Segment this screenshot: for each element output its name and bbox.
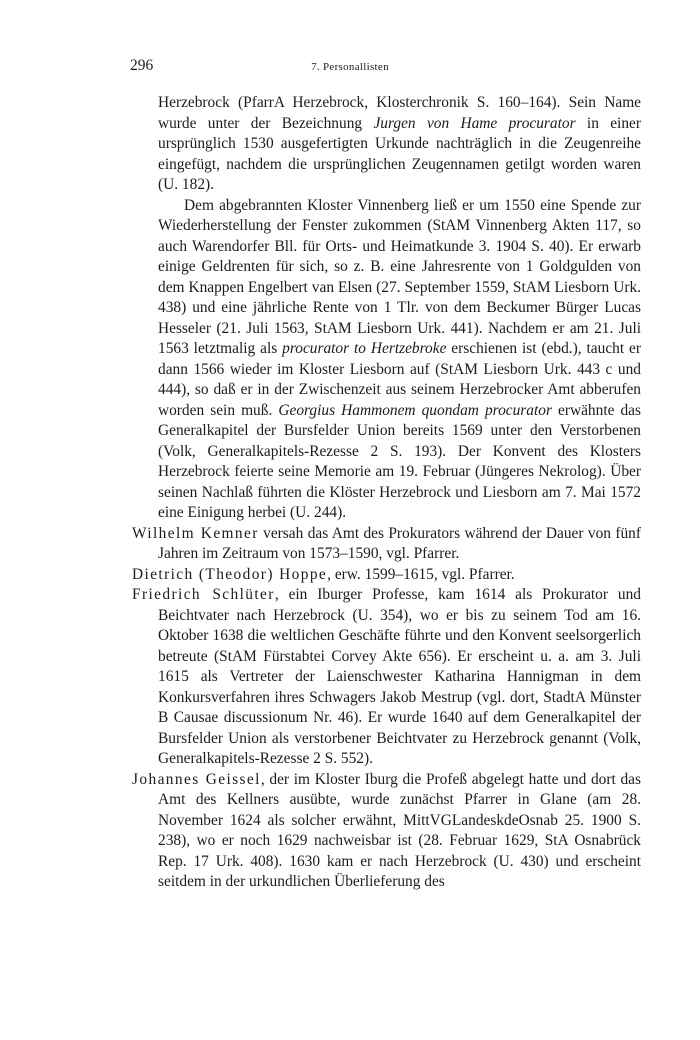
running-head: 7. Personallisten <box>311 61 389 73</box>
entry-text: , ein Iburger Professe, kam 1614 als Prokurator und Beichtvater nach Herzebrock (U. 354), wo er bis zu seinem Tod am 16. Oktober 1638 die weltlichen Geschäfte führte und den Konvent seelsorgerlich betreute (StAM Fürstabtei Corvey Akte 656). Er erscheint u. a. am 3. Juli 1615 als Vertreter der Laienschwester Katharina Hannigman in dem Konkursverfahren ihres Schwagers Jakob Mestrup (vgl. dort, StadtA Münster B Causae discussionum Nr. 46). Er wurde 1640 auf dem Generalkapitel der Bursfelder Union als verstorbener Beichtvater zu Herzebrock genannt (Volk, Generalkapitels-Rezesse 2 S. 552). <box>158 586 641 767</box>
paragraph-text: erschienen ist (ebd.), taucht er dann 1566 wieder im Kloster Liesborn auf (StAM Liesborn Urk. 443 c und 444), so daß er in der Zwischenzeit aus seinem Herzebrocker Amt abberufen worden sein muß. <box>158 340 641 419</box>
person-entry <box>132 524 641 565</box>
paragraph-text: Dem abgebrannten Kloster Vinnenberg ließ er um 1550 eine Spende zur Wiederherstellung der Fenster zukommen (StAM Vinnenberg Akten 117, so auch Warendorfer Bll. für Orts- und Heimatkunde 3. 1904 S. 40). Er erwarb einige Geldrenten für sich, so z. B. eine Jahresrente von 1 Goldgulden von dem Knappen Engelbert van Elsen (27. September 1559, StAM Liesborn Urk. 438) und eine jährliche Rente von 1 Tlr. von dem Beckumer Bürger Lucas Hesseler (21. Juli 1563, StAM Liesborn Urk. 441). Nachdem er am 21. Juli 1563 letztmalig als <box>158 196 641 357</box>
entry-text: versah das Amt des Prokurators während der Dauer von fünf Jahren im Zeitraum von 1573–1590, vgl. Pfarrer. <box>158 524 641 562</box>
entry-text: , erw. 1599–1615, vgl. Pfarrer. <box>327 565 515 583</box>
paragraph-text: erwähnte das Generalkapitel der Bursfelder Union bereits 1569 unter den Verstorbenen (Volk, Generalkapitels-Rezesse 2 S. 193). Der Konvent des Klosters Herzebrock feierte seine Memorie am 19. Februar (Jüngeres Nekrolog). Über seinen Nachlaß führten die Klöster Herzebrock und Liesborn am 7. Mai 1572 eine Einigung herbei (U. 244). <box>158 401 642 521</box>
person-name: Johannes Geissel <box>132 770 261 788</box>
paragraph-text: in einer ursprünglich 1530 ausgefertigten Urkunde nachträglich in die Zeugenreihe eingefügt, nachdem die ursprünglichen Zeugennamen getilgt worden waren (U. 182). <box>158 114 641 193</box>
quoted-name: Jurgen von Hame procurator <box>373 114 576 132</box>
paragraph <box>132 196 641 524</box>
entry-text: , der im Kloster Iburg die Profeß abgelegt hatte und dort das Amt des Kellners ausübte, wurde zunächst Pfarrer in Glane (am 28. November 1624 als solcher erwähnt, MittVGLandeskdeOsnab 25. 1900 S. 238), wo er noch 1629 nachweisbar ist (28. Februar 1629, StA Osnabrück Rep. 17 Urk. 408). 1630 kam er nach Herzebrock (U. 430) und erscheint seitdem in der urkundlichen Überlieferung des <box>158 770 641 890</box>
person-name: Friedrich Schlüter <box>132 586 275 603</box>
person-entry <box>132 565 641 586</box>
person-entry <box>132 770 641 893</box>
paragraph-continuation <box>132 93 641 196</box>
body-text <box>132 93 641 893</box>
person-name: Dietrich (Theodor) Hoppe <box>132 565 328 583</box>
page-number: 296 <box>130 57 154 74</box>
quoted-name: procurator to Hertzebroke <box>282 340 447 357</box>
quoted-name: Georgius Hammonem quondam procurator <box>278 401 552 419</box>
person-name: Wilhelm Kemner <box>132 524 259 542</box>
paragraph-text: Herzebrock (PfarrA Herzebrock, Klosterchronik S. 160–164). Sein Name wurde unter der Bezeichnung <box>158 94 641 132</box>
person-entry <box>132 585 641 770</box>
